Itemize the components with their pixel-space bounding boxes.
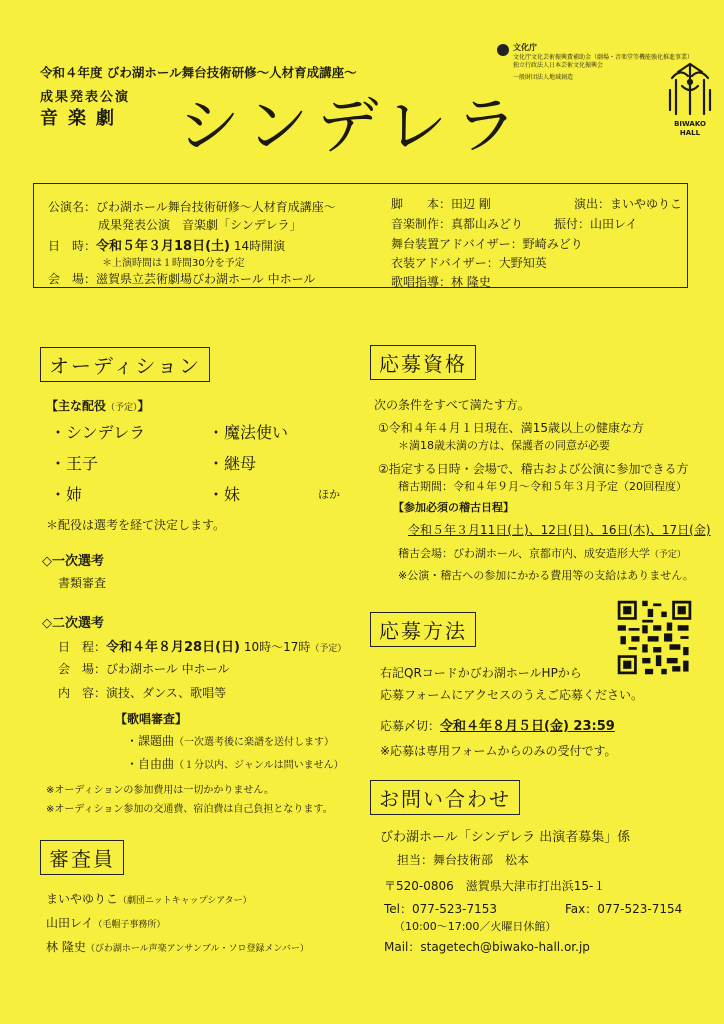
apply-line-1: 右記QRコードかびわ湖ホールHPから [380,666,582,680]
second-date-label: 日 程： [58,640,107,654]
roles-label-tag: （予定） [106,403,138,413]
mandatory-heading: 【参加必須の稽古日程】 [393,501,514,514]
rehearsal-place-text: 稽古会場：びわ湖ホール、京都市内、成安造形大学 [398,547,650,560]
eligibility-condition-2: ②指定する日時・会場で、稽古および公演に参加できる方 [378,462,689,476]
eligibility-condition-1: ①令和４年４月１日現在、満15歳以上の健康な方 [378,421,645,435]
song-heading: 【歌唱審査】 [115,712,188,726]
role-item: ・王子 [50,454,99,473]
audition-note-1: ※オーディションの参加費用は一切かかりません。 [46,785,274,796]
info-name-row [48,198,336,215]
song-item-free-label: ・自由曲 [126,757,175,771]
second-selection-heading: ◇二次選考 [42,616,104,631]
second-venue: 会 場：びわ湖ホール 中ホール [58,662,230,676]
section-judges-heading: 審査員 [40,840,124,875]
song-item-set-label: ・課題曲 [126,734,175,748]
apply-deadline-label: 応募〆切： [380,719,441,733]
eligibility-condition-1-note: ＊満18歳未満の方は、保護者の同意が必要 [398,439,610,452]
judge-affiliation: （びわ湖ホール声楽アンサンブル・ソロ登録メンバー） [85,944,309,954]
contact-person: 担当：舞台技術部 松本 [397,853,530,867]
mandatory-dates: 令和５年３月11日(土)、12日(日)、16日(木)、17日(金) [408,523,711,537]
roles-label-text: 【主な配役 [46,399,107,413]
role-item: ・姉 [50,485,83,504]
biwako-hall-logo-icon [664,60,716,118]
second-date-tag: （予定） [310,644,347,654]
roles-etc: ほか [318,488,340,501]
contact-tel: Tel：077-523-7153 [384,902,498,916]
info-date-note: ＊上演時間は１時間30分を予定 [102,258,245,269]
apply-deadline-value: 令和４年８月５日(金) 23:59 [440,719,615,734]
performance-info-box [33,183,688,288]
rehearsal-period: 稽古期間：令和４年９月〜令和５年３月予定（20回程度） [398,480,687,493]
role-item: ・妹 [208,485,241,504]
sponsor-brand: 文化庁 [513,43,537,52]
credit-costume-advisor: 衣装アドバイザー：大野知英 [391,256,547,270]
contact-org: びわ湖ホール「シンデレラ 出演者募集」係 [380,830,631,845]
apply-line-2: 応募フォームにアクセスのうえご応募ください。 [380,688,644,702]
second-date-value: 令和４年８月28日(日) [106,640,240,655]
info-venue-value: 滋賀県立芸術劇場びわ湖ホール 中ホール [96,272,316,286]
info-date-row [48,235,285,254]
info-venue-label: 会 場： [48,272,97,286]
roles-note: ＊配役は選考を経て決定します。 [46,518,226,532]
song-item-free-note: （１分以内、ジャンルは問いません） [174,760,344,771]
contact-hours: （10:00〜17:00／火曜日休館） [394,920,557,933]
audition-note-2: ※オーディション参加の交通費、宿泊費は自己負担となります。 [46,804,333,815]
sponsor-line-1: 文化庁文化芸術振興費補助金（劇場・音楽堂等機能強化推進事業） [513,54,694,61]
judge-item [46,890,252,907]
logo-text: BIWAKO HALL [674,120,706,137]
contact-address: 〒520-0806 滋賀県大津市打出浜15-１ [384,879,606,893]
sponsor-block [497,43,694,82]
biwako-hall-logo [664,60,716,142]
judge-name: 山田レイ [46,916,94,930]
judge-name: 林 隆史 [46,940,86,954]
genre: 音楽劇 [40,108,124,129]
info-date-time: 14時開演 [233,239,286,253]
series-title: 令和４年度 びわ湖ホール舞台技術研修〜人材育成講座〜 [40,65,357,80]
roles-label-close: 】 [137,399,150,413]
roles-label [46,397,150,414]
judge-name: まいやゆりこ [46,892,119,906]
credit-set-advisor: 舞台装置アドバイザー：野崎みどり [391,237,583,251]
judge-item [46,938,309,955]
second-content: 内 容：演技、ダンス、歌唱等 [58,686,227,700]
rehearsal-place [398,545,686,561]
second-date-row [58,636,346,655]
second-date-time: 10時〜17時 [243,640,311,654]
info-date-value: 令和５年３月18日(土) [96,239,230,254]
song-item-free [126,755,344,772]
section-contact-heading: お問い合わせ [370,780,520,815]
first-selection-body: 書類審査 [58,576,107,590]
info-venue-row [48,270,315,287]
rehearsal-place-tag: （予定） [649,550,686,560]
apply-note: ※応募は専用フォームからのみの受付です。 [380,744,617,758]
info-date-label: 日 時： [48,239,97,253]
role-item: ・継母 [208,454,257,473]
contact-fax: Fax：077-523-7154 [565,902,683,916]
info-name-line-1: びわ湖ホール舞台技術研修〜人材育成講座〜 [96,200,336,214]
eligibility-intro: 次の条件をすべて満たす方。 [374,398,530,412]
contact-mail[interactable]: Mail：stagetech@biwako-hall.or.jp [384,940,590,954]
role-item: ・魔法使い [208,423,289,442]
cost-note: ※公演・稽古への参加にかかる費用等の支給はありません。 [398,569,694,582]
credit-direction: 演出：まいやゆりこ [574,197,683,211]
song-item-set [126,732,334,749]
subtitle: 成果発表公演 [40,90,131,105]
info-name-line-2: 成果発表公演 音楽劇「シンデレラ」 [98,218,302,232]
section-apply-heading: 応募方法 [370,612,476,647]
credit-script: 脚 本：田辺 剛 [391,197,491,211]
judge-item [46,914,165,931]
song-item-set-note: （一次選考後に楽譜を送付します） [174,737,335,748]
sponsor-line-2: 独立行政法人日本芸術文化振興会 [513,62,604,69]
credit-music: 音楽制作：真都山みどり [391,217,524,231]
role-item: ・シンデレラ [50,423,146,442]
page-title: シンデレラ [178,89,526,162]
section-eligibility-heading: 応募資格 [370,345,476,380]
section-audition-heading: オーディション [40,347,210,382]
judge-affiliation: （劇団ニットキャップシアター） [118,896,252,906]
qr-code-icon[interactable] [615,598,694,677]
judge-affiliation: （毛帽子事務所） [93,920,166,930]
credit-vocal-coach: 歌唱指導：林 隆史 [391,275,491,289]
apply-deadline [380,715,615,734]
sponsor-line-3: 一般財団法人地域創造 [513,74,574,81]
credit-choreography: 振付：山田レイ [554,217,638,231]
info-name-label: 公演名： [48,200,97,214]
first-selection-heading: ◇一次選考 [42,554,104,569]
